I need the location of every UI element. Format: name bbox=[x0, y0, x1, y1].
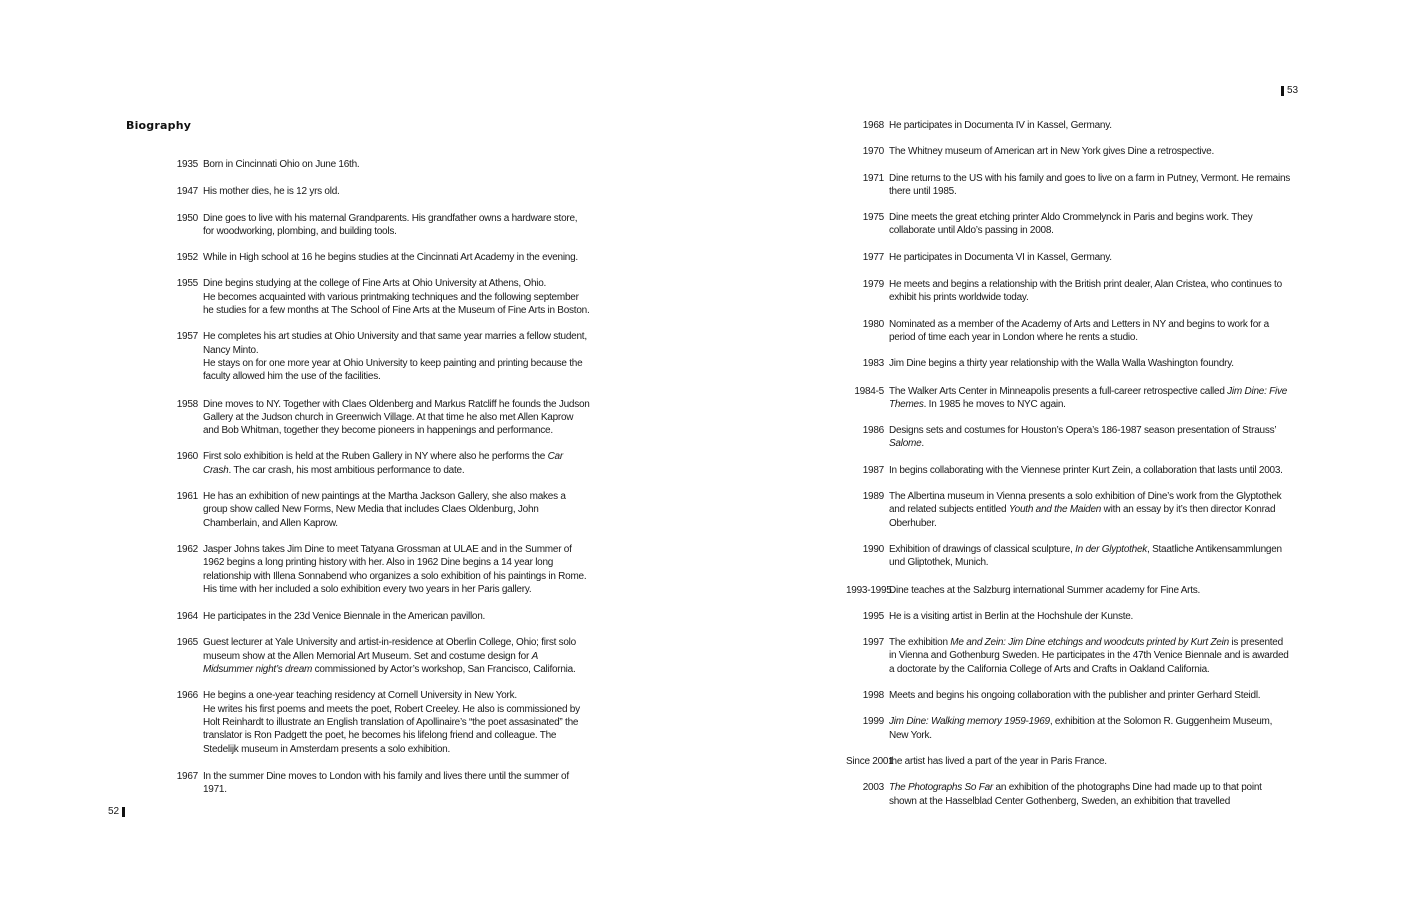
entry-year: 1999 bbox=[862, 716, 884, 728]
entry-italic-title: A Midsummer night’s dream bbox=[203, 650, 538, 676]
entry-year: 1962 bbox=[176, 543, 198, 555]
entry-year: 1960 bbox=[176, 451, 198, 463]
entry-italic-title: In der Glyptothek bbox=[1075, 543, 1148, 555]
entry-text bbox=[889, 251, 1291, 264]
entry-year: 1995 bbox=[862, 610, 884, 622]
entry-text bbox=[203, 770, 590, 797]
entry-text bbox=[889, 145, 1291, 158]
entry-italic-title: Jim Dine: Five Themes bbox=[889, 385, 1288, 410]
entry-year: 2003 bbox=[862, 782, 884, 794]
entry-year: 1979 bbox=[862, 279, 884, 291]
entry-text-run: Dine teaches at the Salzburg international Summer academy for Fine Arts. bbox=[889, 584, 1201, 596]
timeline-entry bbox=[160, 636, 590, 676]
entry-text-run: Dine meets the great etching printer Aldo Crommelynck in Paris and begins work. They collaborate until Aldo’s passing in 2008. bbox=[889, 212, 1253, 237]
entry-text-run: He stays on for one more year at Ohio University to keep painting and printing because the faculty allowed him the use of the facilities. bbox=[203, 357, 583, 383]
entry-year: 1970 bbox=[862, 146, 884, 158]
entry-year: 1967 bbox=[176, 770, 198, 782]
entry-text bbox=[889, 278, 1291, 305]
entry-text-run: Dine begins studying at the college of Fine Arts at Ohio University at Athens, Ohio. bbox=[203, 278, 547, 290]
entry-text-run: with an essay by it’s then director Konrad Oberhuber. bbox=[889, 504, 1276, 529]
timeline-entry bbox=[160, 185, 590, 198]
entry-year: 1990 bbox=[862, 543, 884, 555]
entry-year: 1993-1995 bbox=[846, 584, 892, 596]
biography-heading: Biography bbox=[126, 119, 192, 132]
entry-text-run: commissioned by Actor’s workshop, San Francisco, California. bbox=[312, 664, 576, 676]
entry-text bbox=[203, 543, 590, 596]
entry-text bbox=[889, 385, 1291, 412]
entry-text bbox=[203, 636, 590, 676]
entry-year: 1966 bbox=[176, 690, 198, 702]
entry-text bbox=[889, 715, 1291, 742]
entry-text-run: is presented in Vienna and Gothenburg Sweden. He participates in the 47th Venice Biennale and is awarded a doctorate by the California College of Arts and Crafts in Oakland California. bbox=[889, 637, 1289, 675]
entry-year: 1955 bbox=[176, 278, 198, 290]
entry-year: 1935 bbox=[176, 159, 198, 170]
entry-year: 1975 bbox=[862, 212, 884, 224]
timeline-entry bbox=[846, 464, 1291, 477]
timeline-entry bbox=[846, 490, 1291, 530]
entry-text bbox=[889, 543, 1291, 570]
timeline-entry bbox=[846, 584, 1291, 597]
entry-text-run: He begins a one-year teaching residency at Cornell University in New York. bbox=[203, 690, 517, 702]
entry-text-run: , exhibition at the Solomon R. Guggenheim Museum, New York. bbox=[889, 716, 1273, 741]
entry-year: 1952 bbox=[176, 252, 198, 264]
entry-year: 1964 bbox=[176, 611, 198, 623]
left-page-folio bbox=[108, 806, 125, 817]
entry-text bbox=[889, 357, 1291, 370]
page-number: 52 bbox=[108, 806, 120, 817]
timeline-entry bbox=[160, 277, 590, 317]
entry-year: 1950 bbox=[176, 212, 198, 224]
entry-text-run: the artist has lived a part of the year in Paris France. bbox=[889, 755, 1107, 767]
entry-text-run: Dine goes to live with his maternal Grandparents. His grandfather owns a hardware store, for woodworking, plombing, and building tools. bbox=[203, 212, 578, 237]
entry-text-run: He completes his art studies at Ohio University and that same year marries a fellow student, Nancy Minto. bbox=[203, 331, 587, 356]
entry-text bbox=[203, 490, 590, 530]
entry-year: 1980 bbox=[862, 318, 884, 330]
timeline-entry bbox=[846, 119, 1291, 132]
entry-text-run: While in High school at 16 he begins studies at the Cincinnati Art Academy in the evening. bbox=[203, 252, 578, 264]
entry-year: 1968 bbox=[862, 120, 884, 131]
timeline-entry bbox=[160, 543, 590, 596]
entry-year: 1977 bbox=[862, 251, 884, 263]
entry-text-run: He participates in the 23d Venice Biennale in the American pavillon. bbox=[203, 611, 486, 623]
entry-text bbox=[203, 330, 590, 383]
timeline-entry bbox=[846, 543, 1291, 570]
entry-text bbox=[889, 755, 1291, 768]
entry-year: 1958 bbox=[176, 398, 198, 410]
entry-text-run: an exhibition of the photographs Dine had made up to that point shown at the Hasselblad Center Gothenberg, Sweden, an exhibition that travelled bbox=[889, 782, 1262, 807]
entry-text-run: , Staatliche Antikensammlungen und Gliptothek, Munich. bbox=[889, 543, 1282, 569]
timeline-entry bbox=[846, 251, 1291, 264]
entry-year: 1983 bbox=[862, 358, 884, 370]
entry-text bbox=[203, 689, 590, 755]
entry-text-run: . The car crash, his most ambitious performance to date. bbox=[228, 464, 465, 476]
entry-text-run: Nominated as a member of the Academy of Arts and Letters in NY and begins to work for a period of time each year in London where he rents a studio. bbox=[889, 318, 1269, 343]
timeline-entry bbox=[846, 318, 1291, 345]
entry-text bbox=[203, 398, 590, 438]
entry-italic-title: Salome bbox=[889, 438, 922, 450]
timeline-entry bbox=[846, 610, 1291, 623]
entry-text-run: Jim Dine begins a thirty year relationship with the Walla Walla Washington foundry. bbox=[889, 358, 1234, 370]
timeline-entry bbox=[846, 172, 1291, 199]
entry-text bbox=[203, 212, 590, 239]
timeline-entry bbox=[160, 490, 590, 530]
entry-text-run: First solo exhibition is held at the Ruben Gallery in NY where also he performs the bbox=[203, 451, 548, 463]
timeline-entry bbox=[846, 145, 1291, 158]
entry-text bbox=[889, 610, 1291, 623]
entry-text-run: He has an exhibition of new paintings at the Martha Jackson Gallery, she also makes a group show called New Forms, New Media that includes Claes Oldenburg, John Chamberlain, and Allen Kaprow. bbox=[203, 491, 566, 529]
entry-year: 1947 bbox=[176, 186, 198, 198]
entry-year: 1984-5 bbox=[854, 385, 884, 397]
entry-text bbox=[203, 450, 590, 477]
timeline-entry bbox=[846, 755, 1291, 768]
entry-year: 1986 bbox=[862, 425, 884, 437]
timeline-entry bbox=[160, 212, 590, 239]
entry-year: 1957 bbox=[176, 331, 198, 343]
right-page bbox=[703, 0, 1406, 904]
entry-text-run: His mother dies, he is 12 yrs old. bbox=[203, 186, 340, 198]
left-entry-list bbox=[160, 158, 590, 796]
entry-italic-title: Jim Dine: Walking memory 1959-1969 bbox=[889, 716, 1050, 728]
entry-italic-title: Me and Zein: Jim Dine etchings and woodcuts printed by Kurt Zein bbox=[950, 637, 1229, 649]
entry-text bbox=[889, 172, 1291, 199]
timeline-entry bbox=[160, 330, 590, 383]
entry-italic-title: Car Crash bbox=[203, 451, 563, 476]
entry-text-run: The exhibition bbox=[889, 637, 951, 649]
entry-text bbox=[203, 277, 590, 317]
entry-text bbox=[889, 781, 1291, 808]
timeline-entry bbox=[846, 715, 1291, 742]
entry-text-run: He meets and begins a relationship with the British print dealer, Alan Cristea, who continues to exhibit his prints worldwide today. bbox=[889, 279, 1282, 304]
entry-year: 1997 bbox=[862, 637, 884, 649]
timeline-entry bbox=[846, 424, 1291, 451]
entry-text bbox=[203, 610, 590, 623]
entry-text-run: He becomes acquainted with various printmaking techniques and the following september he studies for a few months at The School of Fine Arts at the Museum of Fine Arts in Boston. bbox=[203, 291, 590, 317]
entry-text-run: The Walker Arts Center in Minneapolis presents a full-career retrospective called bbox=[889, 385, 1228, 397]
folio-bar-mark bbox=[122, 807, 125, 817]
entry-text-run: In begins collaborating with the Viennese printer Kurt Zein, a collaboration that lasts until 2003. bbox=[889, 464, 1283, 476]
timeline-entry bbox=[846, 689, 1291, 702]
timeline-entry bbox=[160, 610, 590, 623]
entry-text bbox=[203, 185, 590, 198]
entry-text bbox=[889, 490, 1291, 530]
entry-text bbox=[889, 689, 1291, 702]
entry-year: 1965 bbox=[176, 637, 198, 649]
entry-text bbox=[889, 119, 1291, 132]
page-number: 53 bbox=[1287, 85, 1299, 96]
entry-text-run: In the summer Dine moves to London with his family and lives there until the summer of 1971. bbox=[203, 770, 569, 796]
entry-text bbox=[889, 584, 1291, 597]
entry-text-run: He participates in Documenta VI in Kassel, Germany. bbox=[889, 251, 1112, 263]
entry-text-run: Dine moves to NY. Together with Claes Oldenberg and Markus Ratcliff he founds the Judson Gallery at the Judson church in Greenwich Village. At that time he also met Allen Kaprow and Bob Whitman, together they become pioneers in happenings and performance. bbox=[203, 398, 590, 437]
entry-year: 1961 bbox=[176, 491, 198, 503]
entry-text-run: He writes his first poems and meets the poet, Robert Creeley. He also is commissioned by Holt Reinhardt to illustrate an English translation of Apollinaire’s “the poet assasinated” the translator is Ron Padgett the poet, he becomes his lifelong friend and colleague. The Stedelijk museum in Amsterdam presents a solo exhibition. bbox=[203, 703, 580, 755]
entry-text bbox=[889, 464, 1291, 477]
entry-text-run: Meets and begins his ongoing collaboration with the publisher and printer Gerhard Steidl. bbox=[889, 690, 1261, 702]
timeline-entry bbox=[160, 251, 590, 264]
timeline-entry bbox=[160, 689, 590, 755]
entry-text-run: He is a visiting artist in Berlin at the Hochshule der Kunste. bbox=[889, 610, 1134, 622]
right-page-folio bbox=[1281, 85, 1298, 96]
entry-year: 1998 bbox=[862, 690, 884, 702]
timeline-entry bbox=[160, 398, 590, 438]
entry-italic-title: The Photographs So Far bbox=[889, 782, 994, 794]
entry-text bbox=[889, 211, 1291, 238]
timeline-entry bbox=[846, 278, 1291, 305]
timeline-entry bbox=[846, 385, 1291, 412]
entry-text-run: The Whitney museum of American art in New York gives Dine a retrospective. bbox=[889, 146, 1214, 158]
timeline-entry bbox=[846, 781, 1291, 808]
timeline-entry bbox=[846, 357, 1291, 370]
entry-text-run: Exhibition of drawings of classical sculpture, bbox=[889, 543, 1076, 555]
entry-text bbox=[889, 636, 1291, 676]
timeline-entry bbox=[160, 158, 590, 171]
timeline-entry bbox=[846, 211, 1291, 238]
entry-year: 1989 bbox=[862, 491, 884, 503]
entry-text-run: Jasper Johns takes Jim Dine to meet Tatyana Grossman at ULAE and in the Summer of 1962 begins a long printing history with her. Also in 1962 Dine begins a 14 year long relationship with Illena Sonnabend who organizes a solo exhibition of his paintings in Rome. His time with her included a solo exhibition every two years in her Paris gallery. bbox=[203, 543, 587, 595]
entry-italic-title: Youth and the Maiden bbox=[1008, 504, 1102, 516]
entry-text bbox=[203, 251, 590, 264]
timeline-entry bbox=[160, 770, 590, 797]
entry-year: 1971 bbox=[862, 172, 884, 184]
timeline-entry bbox=[160, 450, 590, 477]
entry-text-run: Dine returns to the US with his family and goes to live on a farm in Putney, Vermont. He remains there until 1985. bbox=[889, 172, 1291, 197]
entry-text bbox=[203, 158, 590, 171]
entry-text-run: He participates in Documenta IV in Kassel, Germany. bbox=[889, 120, 1112, 131]
entry-text-run: . In 1985 he moves to NYC again. bbox=[923, 398, 1066, 410]
folio-bar-mark bbox=[1281, 86, 1284, 96]
entry-text-run: Guest lecturer at Yale University and artist-in-residence at Oberlin College, Ohio; first solo museum show at the Allen Memorial Art Museum. Set and costume design for bbox=[203, 637, 576, 662]
entry-text-run: . bbox=[921, 438, 924, 450]
entry-text bbox=[889, 318, 1291, 345]
entry-year: 1987 bbox=[862, 464, 884, 476]
entry-text-run: Born in Cincinnati Ohio on June 16th. bbox=[203, 159, 360, 170]
entry-year: Since 2001 bbox=[846, 755, 894, 767]
entry-text-run: Designs sets and costumes for Houston’s Opera’s 186-1987 season presentation of Strauss’ bbox=[889, 425, 1276, 437]
entry-text-run: The Albertina museum in Vienna presents a solo exhibition of Dine’s work from the Glyptothek and related subjects entitled bbox=[889, 491, 1282, 516]
entry-text bbox=[889, 424, 1291, 451]
timeline-entry bbox=[846, 636, 1291, 676]
right-entry-list bbox=[846, 119, 1291, 808]
